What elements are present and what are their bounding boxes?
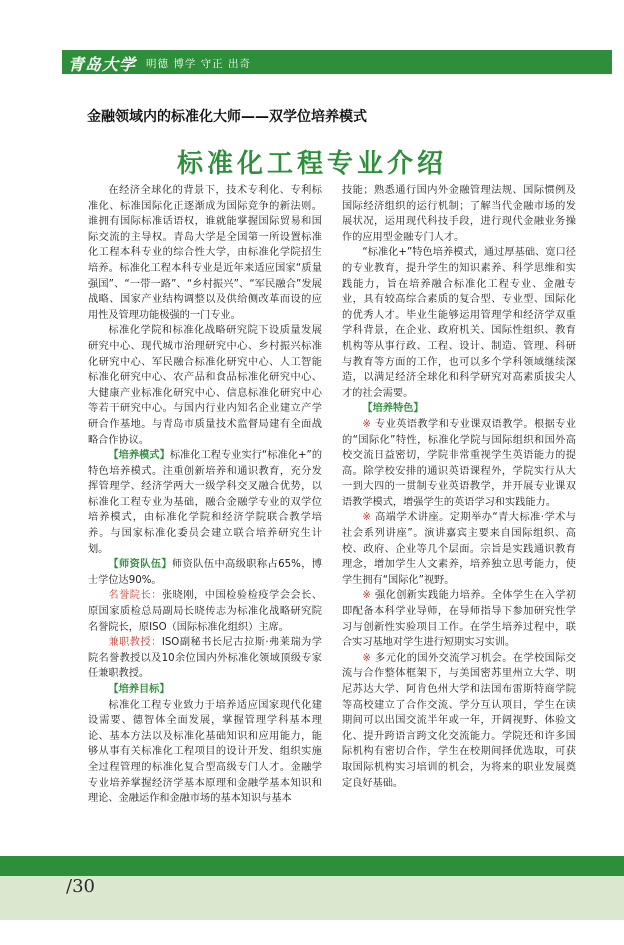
article-subtitle: 金融领域内的标准化大师——双学位培养模式 (87, 109, 367, 125)
intro-paragraph: 在经济全球化的背景下，技术专利化、专利标准化、标准国际化正逐渐成为国际竞争的新法则。谁拥有国际标准话语权，谁就能掌握国际贸易和国际交流的主导权。青岛大学是全国第一所设置标准化工程本科专业的综合性大学，由标准化学院招生培养。标准化工程本科专业是近年来适应国家“质量强国”、“一带一路”、“乡村振兴”、“军民融合”发展战略、国家产业结构调整以及供给侧改革而设的应用性及管理功能极强的一门专业。 (88, 185, 322, 321)
training-mode-tag: 【培养模式】 (108, 450, 170, 462)
left-column (88, 183, 322, 807)
faculty-text: 师资队伍中高级职称占65%，博士学位达90%。 (88, 559, 322, 586)
training-goal-tag: 【培养目标】 (108, 684, 170, 695)
institutes-paragraph: 标准化学院和标准化战略研究院下设质量发展研究中心、现代城市治理研究中心、乡村振兴标准化研究中心、军民融合标准化研究中心、人工智能标准化研究中心、农产品和食品标准化研究中心、大健康产业标准化研究中心、信息标准化研究中心等若干研究中心。与国内行业内知名企业建立产学研合作基地。与青岛市质量技术监督局建有全面战略合作协议。 (88, 325, 322, 446)
feature-lectures-paragraph (342, 510, 576, 588)
university-logo: 青岛大学 (68, 55, 137, 74)
goal-continued-paragraph: 技能；熟悉通行国内外金融管理法规、国际惯例及国际经济组织的运行机制；了解当代金融市场的发展状况，运用现代科技手段，进行现代金融业务操作的应用型金融专门人才。 (342, 185, 576, 243)
honorary-dean-label: 名誉院长： (108, 590, 162, 602)
honorary-dean-text: 张晓刚，中国检验检疫学会会长、原国家质检总局副局长晓传志为标准化战略研究院名誉院长，原ISO（国际标准化组织）主席。 (88, 590, 323, 633)
feature-innovation-paragraph (342, 588, 576, 650)
university-motto: 明德 博学 守正 出奇 (146, 58, 252, 70)
faculty-tag: 【师资队伍】 (108, 559, 173, 571)
model-paragraph: “标准化+”特色培养模式，通过厚基础、宽口径的专业教育，提升学生的知识素养、科学思维和实践能力，旨在培养融合标准化工程专业、金融专业，具有较高综合素质的复合型、专业型、国际化的优秀人才。毕业生能够运用管理学和经济学双重学科背景，在企业、政府机关、国际性组织、教育机构等从事行政、工程、设计、制造、管理、科研与教育等方面的工作，也可以多个学科领域继续深造，以满足经济全球化和科学研究对高素质拔尖人才的社会需要。 (342, 247, 576, 399)
training-mode-paragraph (88, 448, 322, 557)
adjunct-professor-label: 兼职教授： (108, 637, 162, 649)
reference-mark-icon: ※ (362, 418, 372, 430)
page-number: /30 (66, 876, 95, 897)
feature-english-paragraph (342, 417, 576, 511)
adjunct-professor-paragraph (88, 635, 322, 682)
feature-exchange-paragraph (342, 651, 576, 791)
adjunct-professor-text: ISO副秘书长尼古拉斯·弗莱瑞为学院名誉教授以及10余位国内外标准化领域顶级专家任兼职教授。 (88, 637, 322, 680)
feature-innovation-text: 强化创新实践能力培养。全体学生在入学初即配备本科学业导师，在导师指导下参加研究性学习与创新性实验项目工作。在学生培养过程中，联合实习基地对学生进行短期实习实训。 (342, 590, 576, 649)
feature-lectures-text: 高端学术讲座。定期举办“青大标准·学术与社会系列讲座”。演讲嘉宾主要来自国际组织、高校、政府、企业等几个层面。宗旨是实践通识教育理念，增加学生人文素养，培养独立思考能力，使学生拥有“国际化”视野。 (342, 512, 576, 586)
training-goal-paragraph: 标准化工程专业致力于培养适应国家现代化建设需要、德智体全面发展，掌握管理学科基本理论、基本方法以及标准化基础知识和应用能力，能够从事有关标准化工程项目的设计开发、组织实施全过程管理的标准化复合型高级专门人才。金融学专业培养掌握经济学基本原理和金融学基本知识和理论、金融运作和金融市场的基本知识与基本 (88, 699, 322, 805)
honorary-dean-paragraph (88, 588, 322, 635)
faculty-paragraph (88, 557, 322, 588)
header-bar (62, 50, 612, 74)
training-features-heading: 【培养特色】 (362, 403, 424, 415)
training-mode-text: 标准化工程专业实行“标准化+”的特色培养模式。注重创新培养和通识教育，充分发挥管理学、经济学两大一级学科交叉融合优势，以标准化工程专业为基础，融合金融学专业的双学位培养模式，由标准化学院和经济学院联合教学培养。与国家标准化委员会建立联合培养研究生计划。 (88, 450, 323, 555)
right-column (342, 183, 576, 791)
feature-english-text: 专业英语教学和专业课双语教学。根据专业的“国际化”特性，标准化学院与国际组织和国外高校交流日益密切，学院非常重视学生英语能力的提高。除学校安排的通识英语课程外，学院实行从大一到大四的一贯制专业英语教学，并开展专业课双语教学模式，增强学生的英语学习和实践能力。 (342, 418, 576, 508)
reference-mark-icon: ※ (362, 590, 372, 602)
reference-mark-icon: ※ (362, 512, 372, 524)
feature-exchange-text: 多元化的国外交流学习机会。在学校国际交流与合作整体框架下，与美国密苏里州立大学、明尼苏达大学、阿肯色州大学和法国布雷斯特商学院等高校建立了合作交流、学分互认项目，学生在读期间可以出国交流半年或一年，开阔视野、体验文化、提升跨语言跨文化交流能力。学院还和许多国际机构有密切合作，学生在校期间择优选取，可获取国际机构实习培训的机会，为将来的职业发展奠定良好基础。 (342, 652, 576, 789)
reference-mark-icon: ※ (362, 652, 372, 664)
footer-green-band (0, 856, 624, 876)
article-title: 标准化工程专业介绍 (176, 149, 447, 179)
